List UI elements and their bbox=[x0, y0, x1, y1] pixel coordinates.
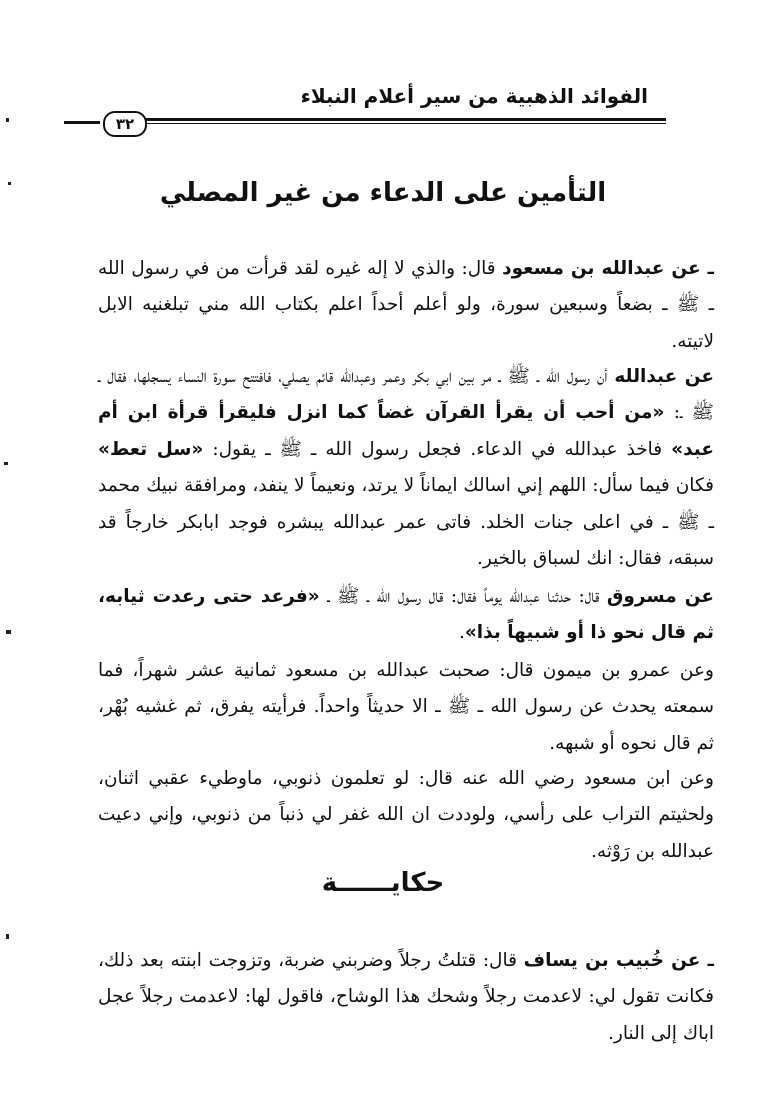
section-title-story: حكايــــــة bbox=[321, 868, 445, 898]
scan-speck bbox=[6, 630, 11, 634]
header-rule-thin bbox=[130, 123, 666, 124]
scan-speck bbox=[8, 182, 11, 185]
paragraph-2-text-a: أن رسول الله ـ ﷺ ـ مر بين ابي بكر وعمر وعبدالله قائم يصلي، فافتتح سورة النساء يسجلها، فقال ـ ﷺ ـ: bbox=[98, 365, 715, 423]
paragraph-3-text-a: قال: حدثنا عبدالله يوماً فقال: قال رسول الله ـ ﷺ ـ bbox=[319, 585, 607, 607]
paragraph-2-quote-a: «من أحب أن يقرأ القرآن غضاً كما انزل فليقرأ قرأة ابن أم عبد» bbox=[98, 402, 714, 460]
scan-speck bbox=[6, 118, 9, 122]
paragraph-3-lead: عن مسروق bbox=[606, 585, 714, 607]
paragraph-2-quote-b: «سل تعط» bbox=[98, 438, 204, 460]
paragraph-3-quote: «فرعد حتى رعدت ثيابه، ثم قال نحو ذا أو شبيهاً بذا» bbox=[98, 585, 714, 643]
paragraph-3-text-b: . bbox=[458, 622, 465, 643]
page-number: ٣٢ bbox=[103, 111, 147, 137]
running-title: الفوائد الذهبية من سير أعلام النبلاء bbox=[300, 84, 648, 108]
paragraph-6-text: قال: قتلتُ رجلاً وضربني ضربة، وتزوجت ابنته بعد ذلك، فكانت تقول لي: لاعدمت رجلاً وشحك هذا الوشاح، فاقول لها: لاعدمت رجلاً عجل اباك إلى النار. bbox=[98, 949, 714, 1044]
paragraph-4: وعن عمرو بن ميمون قال: صحبت عبدالله بن مسعود ثمانية عشر شهراً، فما سمعته يحدث عن رسول الله ـ ﷺ ـ الا حديثاً واحداً. فرأيته يفرق، ثم غشيه بُهْر، ثم قال نحوه أو شبهه. bbox=[98, 659, 714, 754]
paragraph-1-lead: ـ عن عبدالله بن مسعود bbox=[502, 257, 715, 279]
paragraph-2-lead: عن عبدالله bbox=[614, 365, 714, 387]
page-number-dash bbox=[64, 121, 100, 124]
paragraph-2-text-b: فاخذ عبدالله في الدعاء. فجعل رسول الله ـ ﷺ ـ يقول: bbox=[203, 438, 672, 460]
paragraph-2-text-c: فكان فيما سأل: اللهم إني اسالك ايماناً لا يرتد، ونعيماً لا ينفد، ومرافقة نبيك محمد ـ ﷺ ـ في اعلى جنات الخلد. فاتى عمر عبدالله يبشره فوجد ابابكر خارجاً قد سبقه، فقال: انك لسباق بالخير. bbox=[98, 475, 714, 569]
scan-speck bbox=[4, 462, 8, 465]
scan-speck bbox=[6, 934, 9, 939]
paragraph-3 bbox=[98, 579, 714, 652]
paragraph-6 bbox=[98, 943, 714, 1053]
header-rule-thick bbox=[130, 118, 666, 121]
paragraph-1-text: قال: والذي لا إله غيره لقد قرأت من في رسول الله ـ ﷺ ـ بضعاً وسبعين سورة، ولو أعلم أحداً اعلم بكتاب الله مني تبلغنيه الابل لاتيته. bbox=[98, 257, 714, 352]
paragraph-1 bbox=[98, 251, 714, 361]
paragraph-5: وعن ابن مسعود رضي الله عنه قال: لو تعلمون ذنوبي، ماوطيء عقبي اثنان، ولحثيتم التراب على رأسي، ولوددت ان الله غفر لي ذنباً من ذنوبي، وإني دعيت عبدالله بن رَوْثه. bbox=[98, 767, 714, 862]
section-title-amen: التأمين على الدعاء من غير المصلي bbox=[159, 178, 607, 208]
paragraph-2 bbox=[98, 359, 714, 578]
paragraph-6-lead: ـ عن خُبيب بن يساف bbox=[523, 949, 714, 971]
